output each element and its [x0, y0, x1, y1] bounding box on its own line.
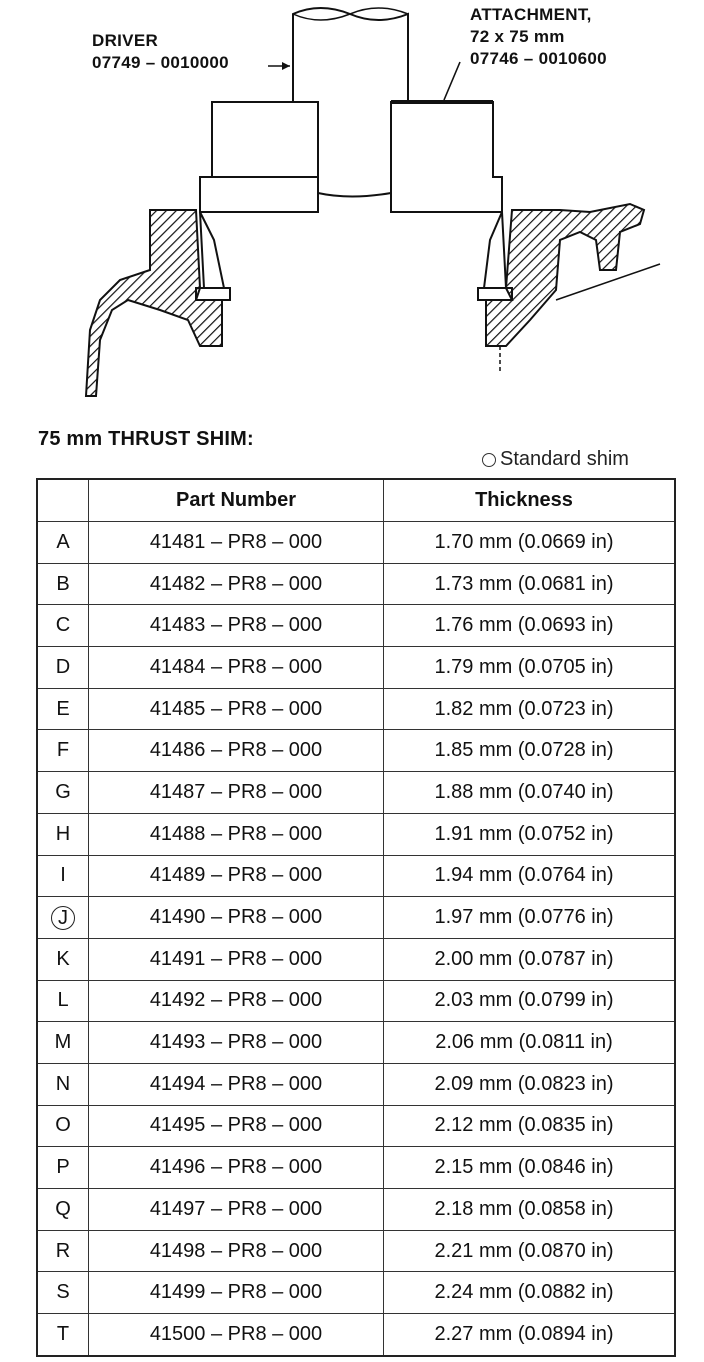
thickness-cell: 1.97 mm (0.0776 in) — [384, 897, 676, 939]
shim-letter: E — [56, 697, 70, 720]
table-row — [37, 1314, 675, 1356]
part-number-cell: 41499 – PR8 – 000 — [89, 1272, 384, 1314]
header-thickness: Thickness — [384, 479, 676, 522]
shim-letter-cell — [37, 1272, 89, 1314]
attachment-callout — [470, 4, 607, 70]
shim-letter: F — [56, 739, 70, 762]
shim-letter: Q — [55, 1197, 71, 1220]
part-number-cell: 41495 – PR8 – 000 — [89, 1105, 384, 1147]
shim-letter: T — [56, 1322, 70, 1345]
table-header-row — [37, 479, 675, 522]
shim-letter-cell — [37, 1230, 89, 1272]
part-number-cell: 41494 – PR8 – 000 — [89, 1063, 384, 1105]
thickness-cell: 2.12 mm (0.0835 in) — [384, 1105, 676, 1147]
part-number-cell: 41483 – PR8 – 000 — [89, 605, 384, 647]
shim-letter: D — [55, 655, 71, 678]
shim-letter: L — [57, 989, 69, 1012]
table-row — [37, 938, 675, 980]
housing-right — [486, 204, 644, 346]
part-number-cell: 41481 – PR8 – 000 — [89, 522, 384, 564]
thickness-cell: 2.27 mm (0.0894 in) — [384, 1314, 676, 1356]
table-row — [37, 772, 675, 814]
part-number-cell: 41489 – PR8 – 000 — [89, 855, 384, 897]
shim-letter: R — [55, 1239, 71, 1262]
driver-part-number: 07749 – 0010000 — [92, 53, 229, 72]
thickness-cell: 2.21 mm (0.0870 in) — [384, 1230, 676, 1272]
part-number-cell: 41497 – PR8 – 000 — [89, 1189, 384, 1231]
thickness-cell: 1.85 mm (0.0728 in) — [384, 730, 676, 772]
thickness-cell: 2.09 mm (0.0823 in) — [384, 1063, 676, 1105]
table-row — [37, 688, 675, 730]
part-number-cell: 41482 – PR8 – 000 — [89, 563, 384, 605]
thickness-cell: 2.00 mm (0.0787 in) — [384, 938, 676, 980]
section-title: 75 mm THRUST SHIM: — [38, 428, 254, 450]
shim-letter-cell — [37, 563, 89, 605]
thickness-cell: 1.91 mm (0.0752 in) — [384, 813, 676, 855]
part-number-cell: 41491 – PR8 – 000 — [89, 938, 384, 980]
table-row — [37, 522, 675, 564]
table-row — [37, 647, 675, 689]
shim-letter-cell — [37, 1189, 89, 1231]
header-letter — [37, 479, 89, 522]
table-row — [37, 1272, 675, 1314]
shim-letter-cell — [37, 605, 89, 647]
attachment-part-number: 07746 – 0010600 — [470, 49, 607, 68]
shim-letter-cell — [37, 1022, 89, 1064]
legend-label: Standard shim — [500, 448, 629, 470]
table-row — [37, 1189, 675, 1231]
shim-letter-cell — [37, 1314, 89, 1356]
shim-letter: C — [55, 614, 71, 637]
shim-letter: G — [55, 780, 71, 803]
driver-label: DRIVER — [92, 31, 159, 50]
thickness-cell: 2.06 mm (0.0811 in) — [384, 1022, 676, 1064]
shim-letter: S — [56, 1281, 70, 1304]
table-row — [37, 605, 675, 647]
table-row — [37, 1147, 675, 1189]
thickness-cell: 1.76 mm (0.0693 in) — [384, 605, 676, 647]
shim-letter-cell — [37, 855, 89, 897]
table-row — [37, 563, 675, 605]
part-number-cell: 41485 – PR8 – 000 — [89, 688, 384, 730]
shim-letter: I — [60, 864, 66, 887]
shim-letter-cell — [37, 813, 89, 855]
shim-letter: M — [54, 1031, 72, 1054]
shim-letter-cell — [37, 1147, 89, 1189]
table-row — [37, 897, 675, 939]
shim-letter-cell — [37, 522, 89, 564]
thickness-cell: 1.88 mm (0.0740 in) — [384, 772, 676, 814]
circle-icon — [482, 453, 496, 467]
thickness-cell: 1.82 mm (0.0723 in) — [384, 688, 676, 730]
thickness-cell: 1.94 mm (0.0764 in) — [384, 855, 676, 897]
shim-letter: K — [56, 947, 70, 970]
part-number-cell: 41498 – PR8 – 000 — [89, 1230, 384, 1272]
table-row — [37, 1022, 675, 1064]
thrust-shim-table — [36, 478, 676, 1357]
table-row — [37, 813, 675, 855]
thickness-cell: 2.24 mm (0.0882 in) — [384, 1272, 676, 1314]
legend — [482, 448, 629, 471]
header-part-number: Part Number — [89, 479, 384, 522]
table-row — [37, 730, 675, 772]
table-row — [37, 980, 675, 1022]
part-number-cell: 41493 – PR8 – 000 — [89, 1022, 384, 1064]
shim-letter: O — [55, 1114, 71, 1137]
shim-letter-cell — [37, 1105, 89, 1147]
shim-letter: H — [55, 822, 71, 845]
table-row — [37, 1105, 675, 1147]
shim-letter-cell — [37, 647, 89, 689]
part-number-cell: 41488 – PR8 – 000 — [89, 813, 384, 855]
part-number-cell: 41484 – PR8 – 000 — [89, 647, 384, 689]
part-number-cell: 41486 – PR8 – 000 — [89, 730, 384, 772]
attachment-right — [391, 102, 502, 212]
shim-letter: B — [56, 572, 70, 595]
thickness-cell: 1.70 mm (0.0669 in) — [384, 522, 676, 564]
attachment-size: 72 x 75 mm — [470, 27, 565, 46]
part-number-cell: 41500 – PR8 – 000 — [89, 1314, 384, 1356]
shim-letter-cell — [37, 897, 89, 939]
thickness-cell: 1.73 mm (0.0681 in) — [384, 563, 676, 605]
part-number-cell: 41492 – PR8 – 000 — [89, 980, 384, 1022]
driver-callout — [92, 30, 229, 74]
shim-letter-cell — [37, 980, 89, 1022]
thickness-cell: 2.03 mm (0.0799 in) — [384, 980, 676, 1022]
table-row — [37, 1230, 675, 1272]
shim-letter-cell — [37, 730, 89, 772]
shim-letter: P — [56, 1156, 70, 1179]
shim-letter: N — [55, 1072, 71, 1095]
table-row — [37, 1063, 675, 1105]
shim-letter-cell — [37, 772, 89, 814]
driver-shaft — [293, 8, 408, 102]
part-number-cell: 41496 – PR8 – 000 — [89, 1147, 384, 1189]
standard-shim-letter: J — [51, 906, 75, 930]
part-number-cell: 41487 – PR8 – 000 — [89, 772, 384, 814]
shim-letter: A — [56, 530, 70, 553]
thickness-cell: 2.18 mm (0.0858 in) — [384, 1189, 676, 1231]
thickness-cell: 2.15 mm (0.0846 in) — [384, 1147, 676, 1189]
part-number-cell: 41490 – PR8 – 000 — [89, 897, 384, 939]
attachment-label: ATTACHMENT, — [470, 5, 592, 24]
shim-letter-cell — [37, 938, 89, 980]
thickness-cell: 1.79 mm (0.0705 in) — [384, 647, 676, 689]
table-row — [37, 855, 675, 897]
shim-letter-cell — [37, 688, 89, 730]
shim-letter-cell — [37, 1063, 89, 1105]
